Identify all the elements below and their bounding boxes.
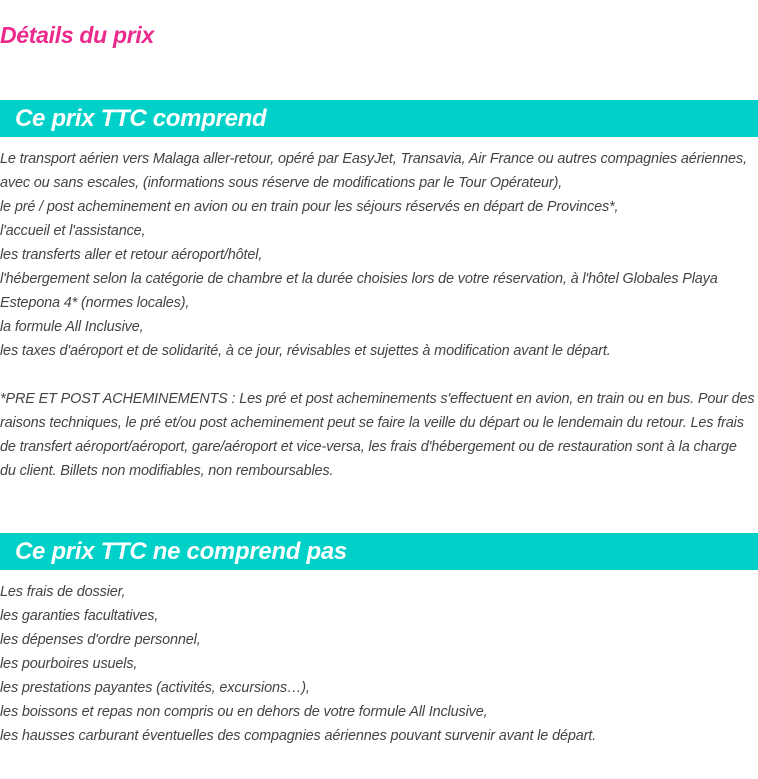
included-line: les taxes d'aéroport et de solidarité, à ce jour, révisables et sujettes à modification avant le départ.: [0, 343, 611, 359]
included-section-header: [0, 100, 758, 137]
page-title: Détails du prix: [0, 22, 154, 48]
excluded-list: [0, 580, 758, 748]
transport-note-line: raisons techniques, le pré et/ou post acheminement peut se faire la veille du départ ou le lendemain du retour. Les frais: [0, 415, 744, 431]
transport-note-line: du client. Billets non modifiables, non remboursables.: [0, 463, 334, 479]
included-line: les transferts aller et retour aéroport/hôtel,: [0, 247, 263, 263]
included-line: l'hébergement selon la catégorie de chambre et la durée choisies lors de votre réservation, à l'hôtel Globales Playa: [0, 271, 718, 287]
transport-note-line: *PRE ET POST ACHEMINEMENTS : Les pré et post acheminements s'effectuent en avion, en train ou en bus. Pour des: [0, 391, 755, 407]
excluded-line: les pourboires usuels,: [0, 656, 138, 672]
included-line: la formule All Inclusive,: [0, 319, 144, 335]
excluded-line: les dépenses d'ordre personnel,: [0, 632, 201, 648]
included-line: avec ou sans escales, (informations sous réserve de modifications par le Tour Opérateur),: [0, 175, 563, 191]
included-section-title: Ce prix TTC comprend: [15, 105, 267, 132]
included-line: l'accueil et l'assistance,: [0, 223, 146, 239]
excluded-line: Les frais de dossier,: [0, 584, 126, 600]
excluded-line: les boissons et repas non compris ou en dehors de votre formule All Inclusive,: [0, 704, 488, 720]
excluded-line: les hausses carburant éventuelles des compagnies aériennes pouvant survenir avant le départ.: [0, 728, 597, 744]
excluded-section-header: [0, 533, 758, 570]
excluded-line: les prestations payantes (activités, excursions…),: [0, 680, 310, 696]
excluded-line: les garanties facultatives,: [0, 608, 159, 624]
included-line: Le transport aérien vers Malaga aller-retour, opéré par EasyJet, Transavia, Air France ou autres compagnies aériennes,: [0, 151, 747, 167]
included-line: Estepona 4* (normes locales),: [0, 295, 190, 311]
excluded-section-title: Ce prix TTC ne comprend pas: [15, 538, 347, 565]
transport-note-line: de transfert aéroport/aéroport, gare/aéroport et vice-versa, les frais d'hébergement ou de restauration sont à la charge: [0, 439, 737, 455]
included-list: [0, 147, 758, 363]
included-line: le pré / post acheminement en avion ou en train pour les séjours réservés en départ de Provinces*,: [0, 199, 619, 215]
transport-note: [0, 387, 758, 483]
